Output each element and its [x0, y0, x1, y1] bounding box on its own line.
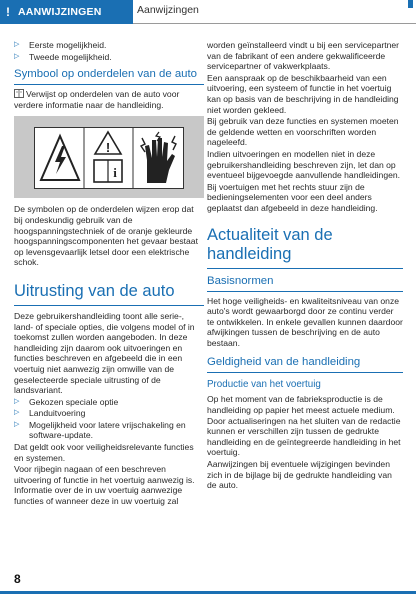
warning-symbols-graphic	[35, 128, 183, 188]
triangle-bullet-icon: ▷	[14, 409, 20, 417]
warning-label	[34, 127, 184, 189]
heading-rule	[207, 268, 403, 269]
section-tab-title: AANWIJZINGEN	[18, 6, 102, 18]
triangle-bullet-icon: ▷	[14, 41, 20, 48]
exclamation-icon: !	[6, 5, 10, 19]
body-paragraph: Indien uitvoeringen en modellen niet in deze gebruikershandleiding beschreven zijn, let dan op eventueel bijgevoegde aanvullende handleidingen.	[207, 148, 401, 181]
equipment-paragraph: Deze gebruikershandleiding toont alle serie-, land- of speciale opties, die volgens model of in toekomst zullen worden aangeboden. In deze handleiding zijn daarom ook uitvoeringen en functies beschreven en afgebeeld die in een voertuig niet aanwezig zijn omwille van de geselecteerde speciale uitrusting of de landsvariant.	[14, 310, 195, 396]
actuality-heading: Actualiteit van de handleiding	[207, 225, 333, 263]
production-heading: Productie van het voertuig	[207, 379, 321, 391]
triangle-bullet-icon: ▷	[14, 397, 20, 405]
page-header	[0, 0, 416, 24]
read-manual-icon	[94, 132, 122, 182]
body-paragraph: Bij gebruik van deze functies en systemen moeten de geldende wetten en voorschriften worden nageleefd.	[207, 116, 399, 148]
triangle-bullet-icon: ▷	[14, 420, 20, 428]
list-item: ▷ Eerste mogelijkheid.	[14, 40, 107, 50]
section-tab	[0, 0, 133, 24]
heading-rule	[14, 84, 204, 85]
body-paragraph: Bij voertuigen met het rechts stuur zijn de bedieningselementen voor een deel anders geplaatst dan afgebeeld in deze handleiding.	[207, 181, 378, 213]
triangle-bullet-icon: ▷	[14, 52, 20, 60]
breadcrumb: Aanwijzingen	[137, 4, 199, 16]
high-voltage-warning-icon	[41, 136, 79, 180]
header-marker	[408, 0, 413, 8]
book-icon	[14, 89, 24, 98]
body-paragraph: Aanwijzingen bij eventuele wijzigingen bevinden zich in de bijlage bij de gedrukte handleiding van de auto.	[207, 459, 392, 491]
body-paragraph: worden geïnstalleerd vindt u bij een servicepartner van de fabrikant of een andere gekwalificeerde servicepartner of vakwerkplaats.	[207, 40, 400, 72]
body-paragraph: Het hoge veiligheids- en kwaliteitsniveau van onze auto's wordt gewaarborgd door ze continu verder te ontwikkelen. In enkele gevallen kunnen daardoor afwijkingen tussen de beschrijving en de auto bestaan.	[207, 295, 403, 348]
list-item: ▷ Mogelijkheid voor latere vrijschakeling en software-update.	[14, 419, 186, 441]
list-item: ▷ Landuitvoering	[14, 408, 86, 419]
left-column	[14, 40, 204, 508]
page-number: 8	[14, 572, 21, 586]
heading-rule	[207, 372, 403, 373]
equipment-paragraph: Voor rijbegin nagaan of een beschreven uitvoering of functie in het voertuig aanwezig is. Informatie over de in uw voertuig aanwezige functies of wanneer deze in uw voertuig zal	[14, 464, 195, 507]
right-column	[207, 40, 403, 492]
symbol-heading: Symbool op onderdelen van de auto	[14, 68, 198, 81]
electric-shock-hand-icon	[138, 132, 178, 184]
symbol-intro: Verwijst op onderdelen van de auto voor verdere informatie naar de handleiding.	[14, 89, 180, 110]
symbol-caption: De symbolen op de onderdelen wijzen erop dat bij ondeskundig gebruik van de hoogspanningstechniek of de oranje gekleurde hoogspanningscomponenten het gevaar bestaat op levensgevaarlijk letsel door een elektrische schok.	[14, 204, 198, 268]
equipment-heading: Uitrusting van de auto	[14, 281, 175, 300]
list-item: ▷ Gekozen speciale optie	[14, 396, 119, 407]
equipment-paragraph: Dat geldt ook voor veiligheidsrelevante functies en systemen.	[14, 442, 194, 463]
footer-rule	[0, 591, 416, 594]
validity-heading: Geldigheid van de handleiding	[207, 356, 361, 369]
basic-norms-heading: Basisnormen	[207, 274, 274, 287]
body-paragraph: Op het moment van de fabrieksproductie is de handleiding op papier het meest actuele medium. Door actualiseringen na het sluiten van de redactie kunnen er verschillen zijn tussen de gedrukte handleiding en de geïntegreerde handleiding in het voertuig.	[207, 394, 401, 458]
header-divider	[133, 23, 416, 24]
heading-rule	[14, 305, 204, 306]
list-item: ▷ Tweede mogelijkheid.	[14, 51, 112, 62]
svg-text:!: !	[105, 140, 111, 156]
heading-rule	[207, 291, 403, 292]
svg-text:i: i	[113, 165, 117, 181]
warning-symbols-figure	[14, 116, 204, 198]
body-paragraph: Een aanspraak op de beschikbaarheid van een uitvoering, een systeem of functie in het voertuig kan op basis van de beschrijving in de handleiding niet worden gekleed.	[207, 72, 399, 115]
